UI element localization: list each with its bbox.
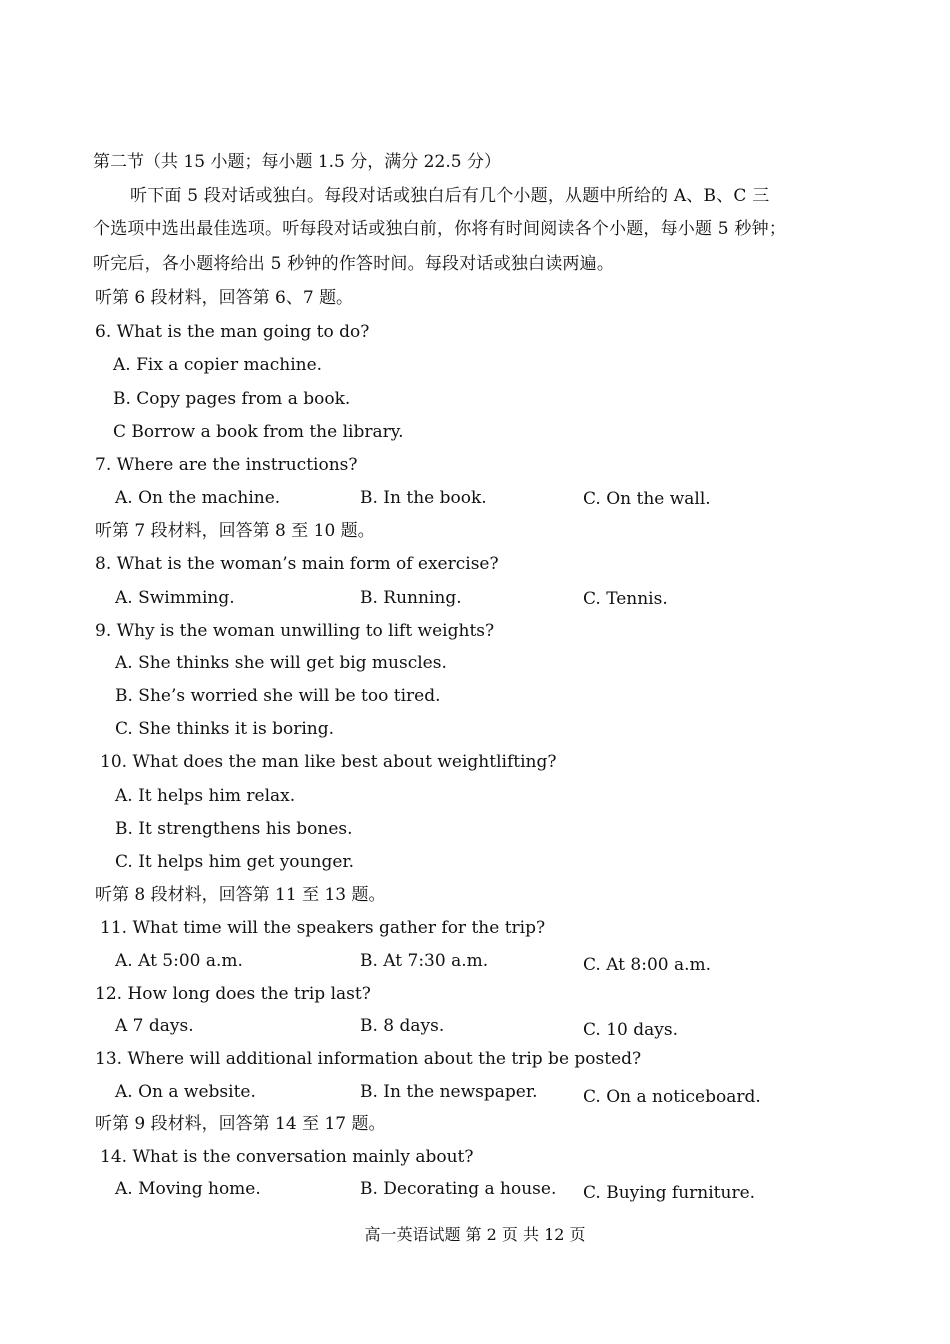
group-heading: 听第 9 段材料，回答第 14 至 17 题。 xyxy=(95,1114,386,1134)
option: C Borrow a book from the library. xyxy=(113,422,404,442)
option: A. It helps him relax. xyxy=(115,786,296,806)
group-heading: 听第 8 段材料，回答第 11 至 13 题。 xyxy=(95,885,386,905)
option: B. It strengthens his bones. xyxy=(115,819,353,839)
option: B. Copy pages from a book. xyxy=(113,389,351,409)
page-footer: 高一英语试题 第 2 页 共 12 页 xyxy=(364,1225,586,1244)
question-stem: 9. Why is the woman unwilling to lift weights? xyxy=(95,621,495,641)
option: C. On a noticeboard. xyxy=(583,1087,761,1107)
option: B. In the newspaper. xyxy=(360,1082,538,1102)
option: A. Swimming. xyxy=(115,588,235,608)
option: C. Buying furniture. xyxy=(583,1183,756,1203)
question-stem: 6. What is the man going to do? xyxy=(95,322,370,342)
section-title: 第二节（共 15 小题；每小题 1.5 分，满分 22.5 分） xyxy=(93,152,501,172)
option: B. In the book. xyxy=(360,488,487,508)
question-stem: 7. Where are the instructions? xyxy=(95,455,358,475)
option: B. 8 days. xyxy=(360,1016,445,1036)
question-stem: 14. What is the conversation mainly about? xyxy=(100,1147,474,1167)
question-stem: 8. What is the woman’s main form of exercise? xyxy=(95,554,499,574)
option: A. On the machine. xyxy=(115,488,281,508)
instruction-line: 听下面 5 段对话或独白。每段对话或独白后有几个小题，从题中所给的 A、B、C 三 xyxy=(130,186,770,206)
option: A. Fix a copier machine. xyxy=(113,355,323,375)
option: A. At 5:00 a.m. xyxy=(115,951,243,971)
option: C. Tennis. xyxy=(583,589,668,609)
option: A 7 days. xyxy=(115,1016,194,1036)
question-stem: 10. What does the man like best about weightlifting? xyxy=(100,752,557,772)
group-heading: 听第 7 段材料，回答第 8 至 10 题。 xyxy=(95,521,375,541)
group-heading: 听第 6 段材料，回答第 6、7 题。 xyxy=(95,288,354,308)
option: C. On the wall. xyxy=(583,489,711,509)
question-stem: 11. What time will the speakers gather for the trip? xyxy=(100,918,546,938)
option: A. She thinks she will get big muscles. xyxy=(115,653,447,673)
option: C. 10 days. xyxy=(583,1020,678,1040)
question-stem: 12. How long does the trip last? xyxy=(95,984,371,1004)
option: B. Decorating a house. xyxy=(360,1179,557,1199)
option: C. She thinks it is boring. xyxy=(115,719,335,739)
option: C. It helps him get younger. xyxy=(115,852,355,872)
option: B. Running. xyxy=(360,588,462,608)
option: A. Moving home. xyxy=(115,1179,261,1199)
option: A. On a website. xyxy=(115,1082,256,1102)
option: B. She’s worried she will be too tired. xyxy=(115,686,441,706)
question-stem: 13. Where will additional information about the trip be posted? xyxy=(95,1049,642,1069)
option: B. At 7:30 a.m. xyxy=(360,951,489,971)
instruction-line: 个选项中选出最佳选项。听每段对话或独白前，你将有时间阅读各个小题，每小题 5 秒钟； xyxy=(93,219,787,239)
instruction-line: 听完后，各小题将给出 5 秒钟的作答时间。每段对话或独白读两遍。 xyxy=(93,254,615,274)
option: C. At 8:00 a.m. xyxy=(583,955,712,975)
